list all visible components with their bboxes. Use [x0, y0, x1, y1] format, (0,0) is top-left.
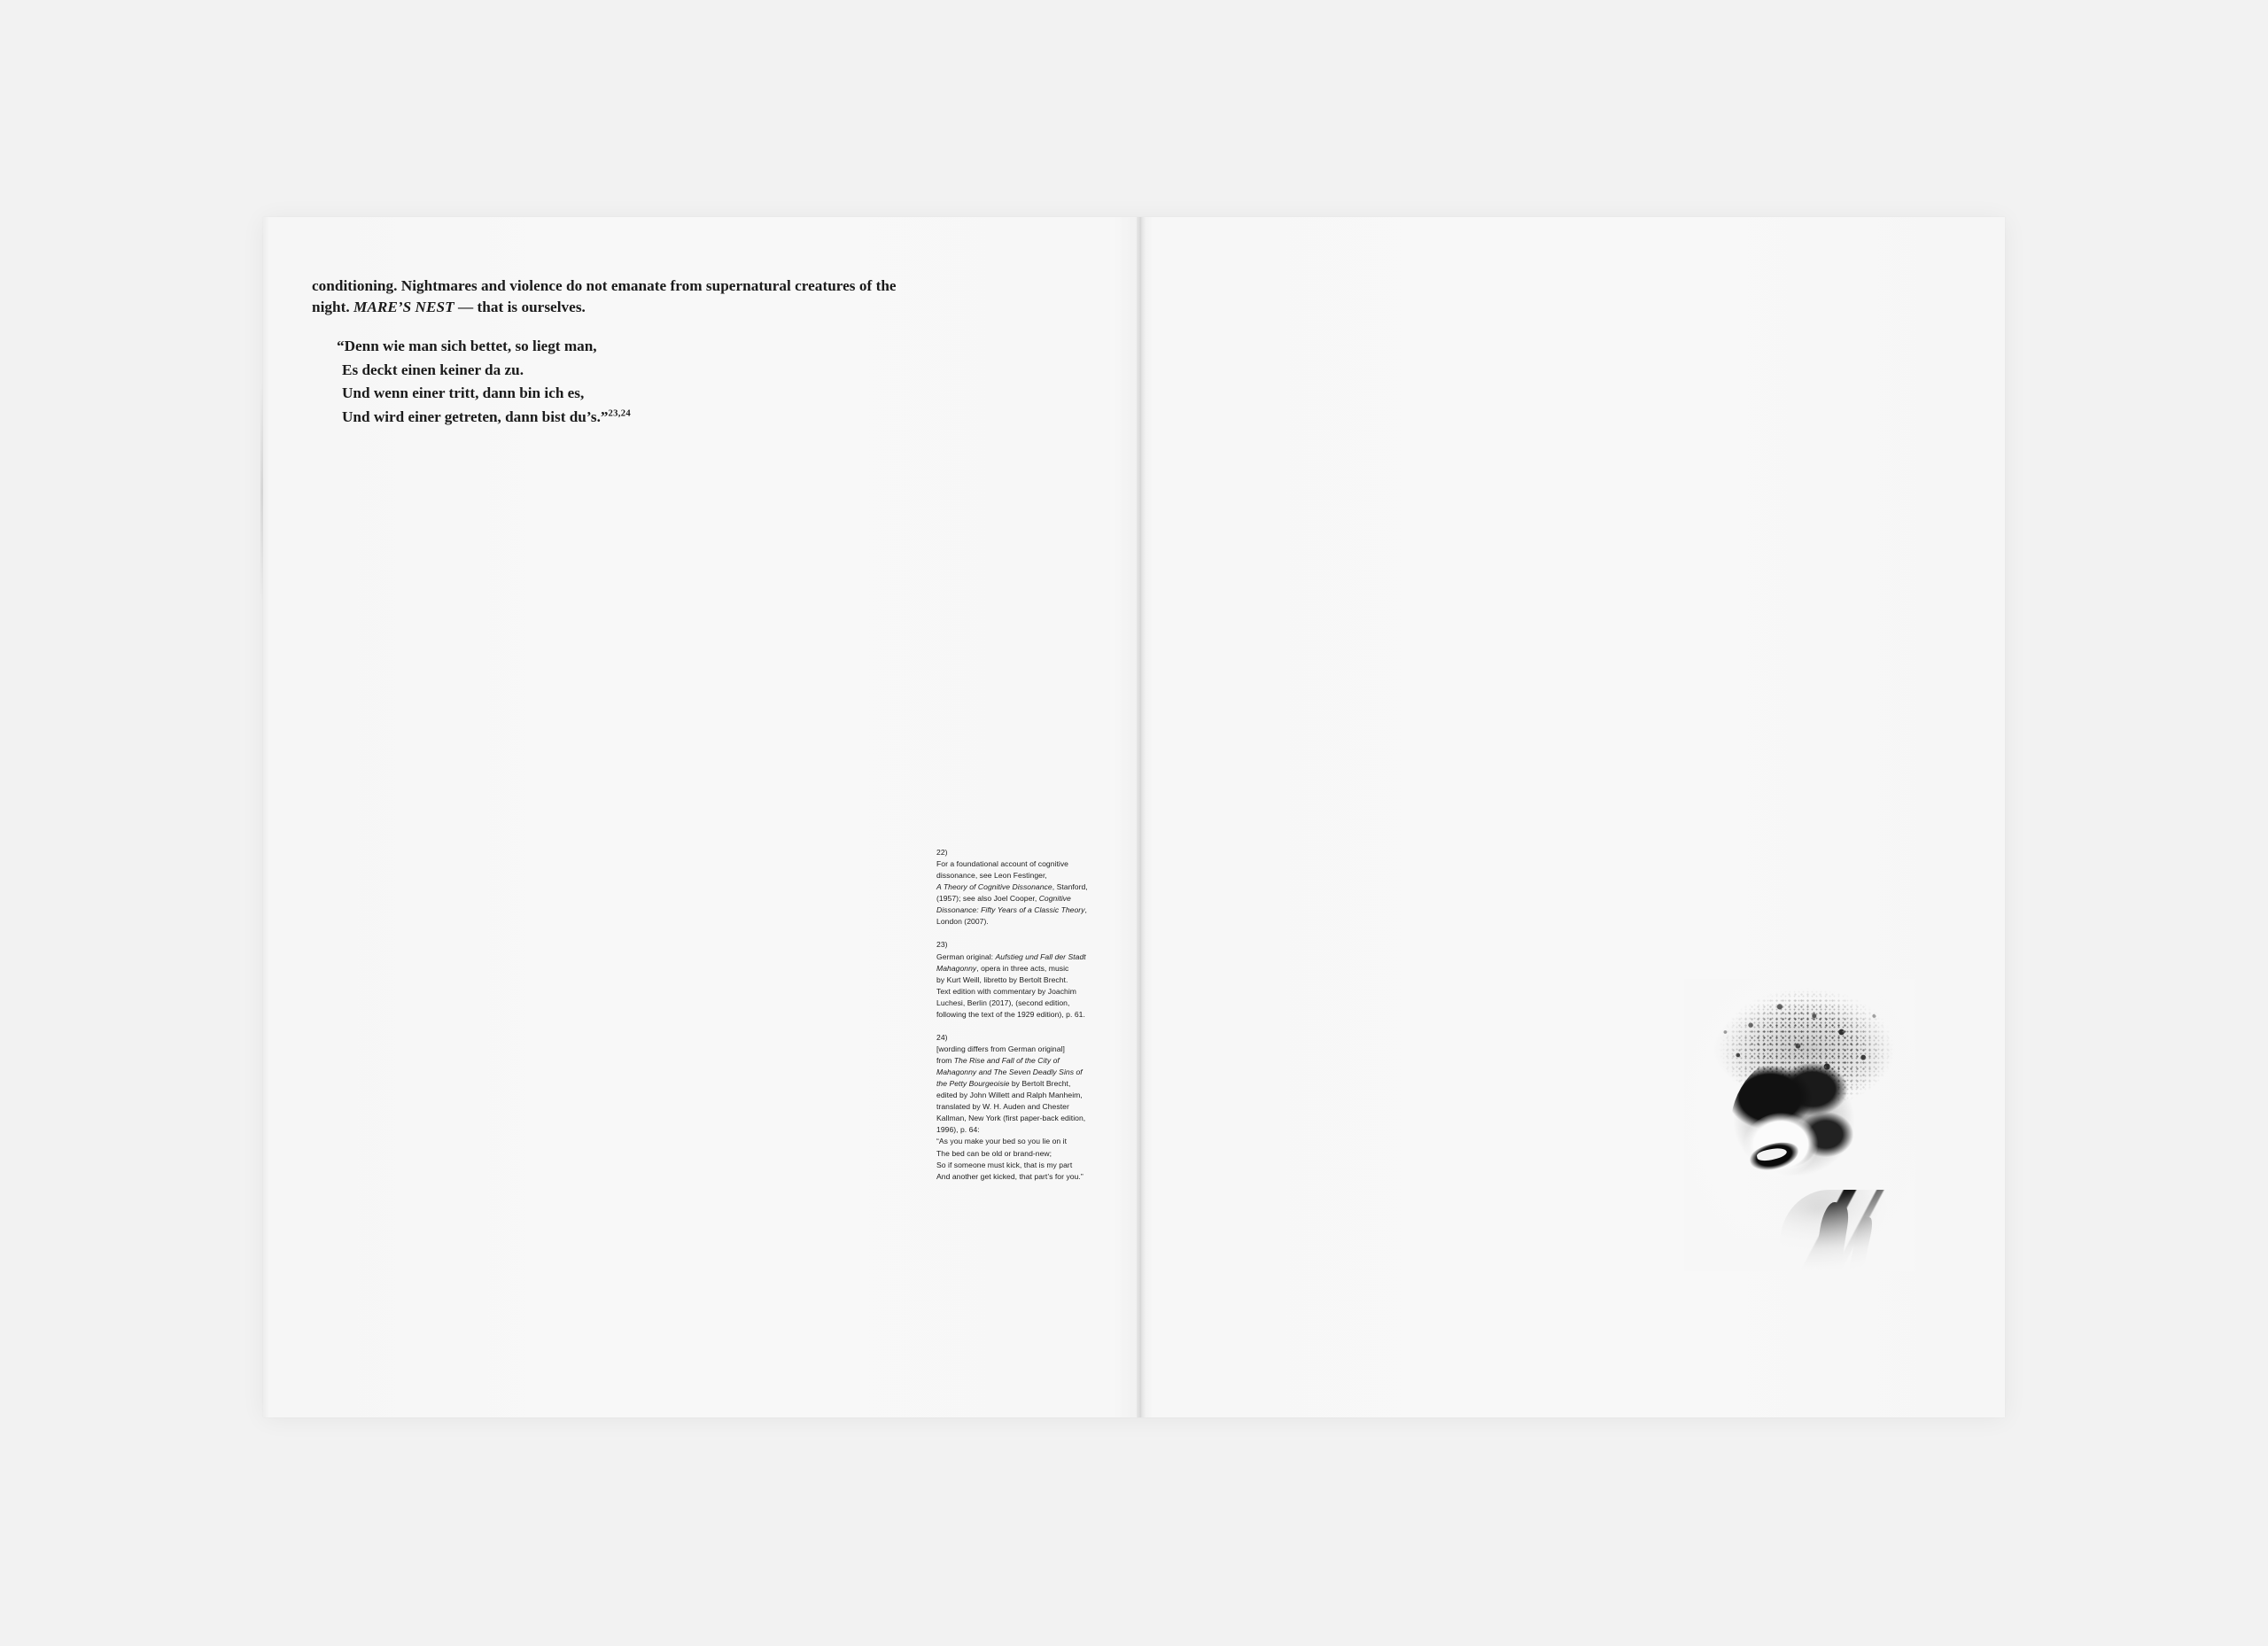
footnote-22: [936, 847, 1121, 928]
footnote-24-line-pre-1: [wording differs from German original]: [936, 1044, 1065, 1053]
footnote-22-italic-title-1: A Theory of Cognitive Dissonance: [936, 882, 1052, 892]
footnote-23-line-2: Text edition with commentary by Joachim: [936, 986, 1077, 996]
verse-line-1: “Denn wie man sich bettet, so liegt man,: [337, 338, 597, 354]
footnote-22-line-3: (1957); see also Joel Cooper,: [936, 894, 1039, 904]
body-text-part1: conditioning. Nightmares and violence do not emanate from supernatural creatures of the night.: [312, 277, 897, 315]
footnotes-column: [936, 847, 1121, 1183]
footnote-24: [936, 1032, 1121, 1183]
footnote-23-body: [936, 951, 1121, 1021]
footnote-22-line-4: London (2007).: [936, 917, 989, 927]
footnote-24-quote-line-2: The bed can be old or brand-new;: [936, 1148, 1052, 1158]
body-paragraph: [312, 276, 914, 317]
left-page: [263, 217, 1140, 1417]
footnote-23-line-1: by Kurt Weill, libretto by Bertolt Brecht.: [936, 974, 1068, 984]
footnote-22-line-1: For a foundational account of cognitive: [936, 859, 1068, 869]
footnote-24-line-3: Kallman, New York (first paper-back edition,: [936, 1114, 1086, 1123]
footnote-22-line-2: dissonance, see Leon Festinger,: [936, 871, 1047, 881]
footnote-23-number: 23): [936, 940, 948, 950]
footnote-23-italic-title-2: Mahagonny: [936, 963, 977, 973]
footnote-22-after-italic-3: ,: [1084, 905, 1087, 915]
footnote-23-italic-title-1: Aufstieg und Fall der Stadt: [995, 951, 1086, 961]
verse-line-3: Und wenn einer tritt, dann bin ich es,: [342, 384, 585, 402]
footnote-23-after-italic-2: , opera in three acts, music: [976, 963, 1069, 973]
footnote-24-line-1: edited by John Willett and Ralph Manheim,: [936, 1091, 1083, 1100]
footnote-22-italic-title-3: Dissonance: Fifty Years of a Classic Theory: [936, 905, 1085, 915]
footnote-24-italic-title-2: Mahagonny and The Seven Deadly Sins of: [936, 1068, 1083, 1077]
footnote-24-number: 24): [936, 1032, 948, 1042]
footnote-23-line-3: Luchesi, Berlin (2017), (second edition,: [936, 998, 1070, 1007]
verse-line-4: [337, 406, 886, 430]
verse-quote: [337, 335, 886, 430]
footnote-24-italic-title-3: the Petty Bourgeoisie: [936, 1079, 1010, 1089]
footnote-24-quote: [936, 1136, 1121, 1182]
footnote-23-line-4: following the text of the 1929 edition), p. 61.: [936, 1009, 1085, 1019]
footnote-24-after-italic-3: by Bertolt Brecht,: [1009, 1079, 1071, 1089]
footnote-24-quote-line-4: And another get kicked, that part’s for you.”: [936, 1171, 1084, 1181]
footnote-22-body: [936, 858, 1121, 928]
verse-line-4-text: Und wird einer getreten, dann bist du’s.”: [342, 408, 609, 425]
book-spread: [263, 217, 2005, 1417]
footnote-22-italic-title-2: Cognitive: [1038, 894, 1071, 904]
portrait-image-graphic: [1684, 979, 1915, 1271]
footnote-24-quote-line-1: “As you make your bed so you lie on it: [936, 1137, 1067, 1146]
footnote-24-body: [936, 1044, 1121, 1137]
verse-line-2: Es deckt einen keiner da zu.: [342, 361, 524, 378]
right-page: [1140, 217, 2005, 1417]
footnote-22-after-italic-1: , Stanford,: [1052, 882, 1088, 892]
laughing-child-portrait-photo: [1684, 979, 1915, 1271]
footnote-24-line-pre-2: from: [936, 1056, 954, 1065]
footnote-24-line-2: translated by W. H. Auden and Chester: [936, 1102, 1069, 1112]
footnote-24-italic-title-1: The Rise and Fall of the City of: [953, 1056, 1060, 1065]
footnote-24-line-4: 1996), p. 64:: [936, 1125, 980, 1135]
footnote-23-pre: German original:: [936, 951, 996, 961]
footnote-22-number: 22): [936, 848, 948, 857]
body-text-part2: — that is ourselves.: [454, 298, 586, 315]
footnote-23: [936, 939, 1121, 1020]
footnote-24-quote-line-3: So if someone must kick, that is my part: [936, 1160, 1073, 1169]
body-text-italic-term: MARE’S NEST: [353, 298, 454, 315]
shoulder-and-collar: [1780, 1190, 1915, 1271]
verse-footnote-refs: 23,24: [608, 408, 632, 419]
